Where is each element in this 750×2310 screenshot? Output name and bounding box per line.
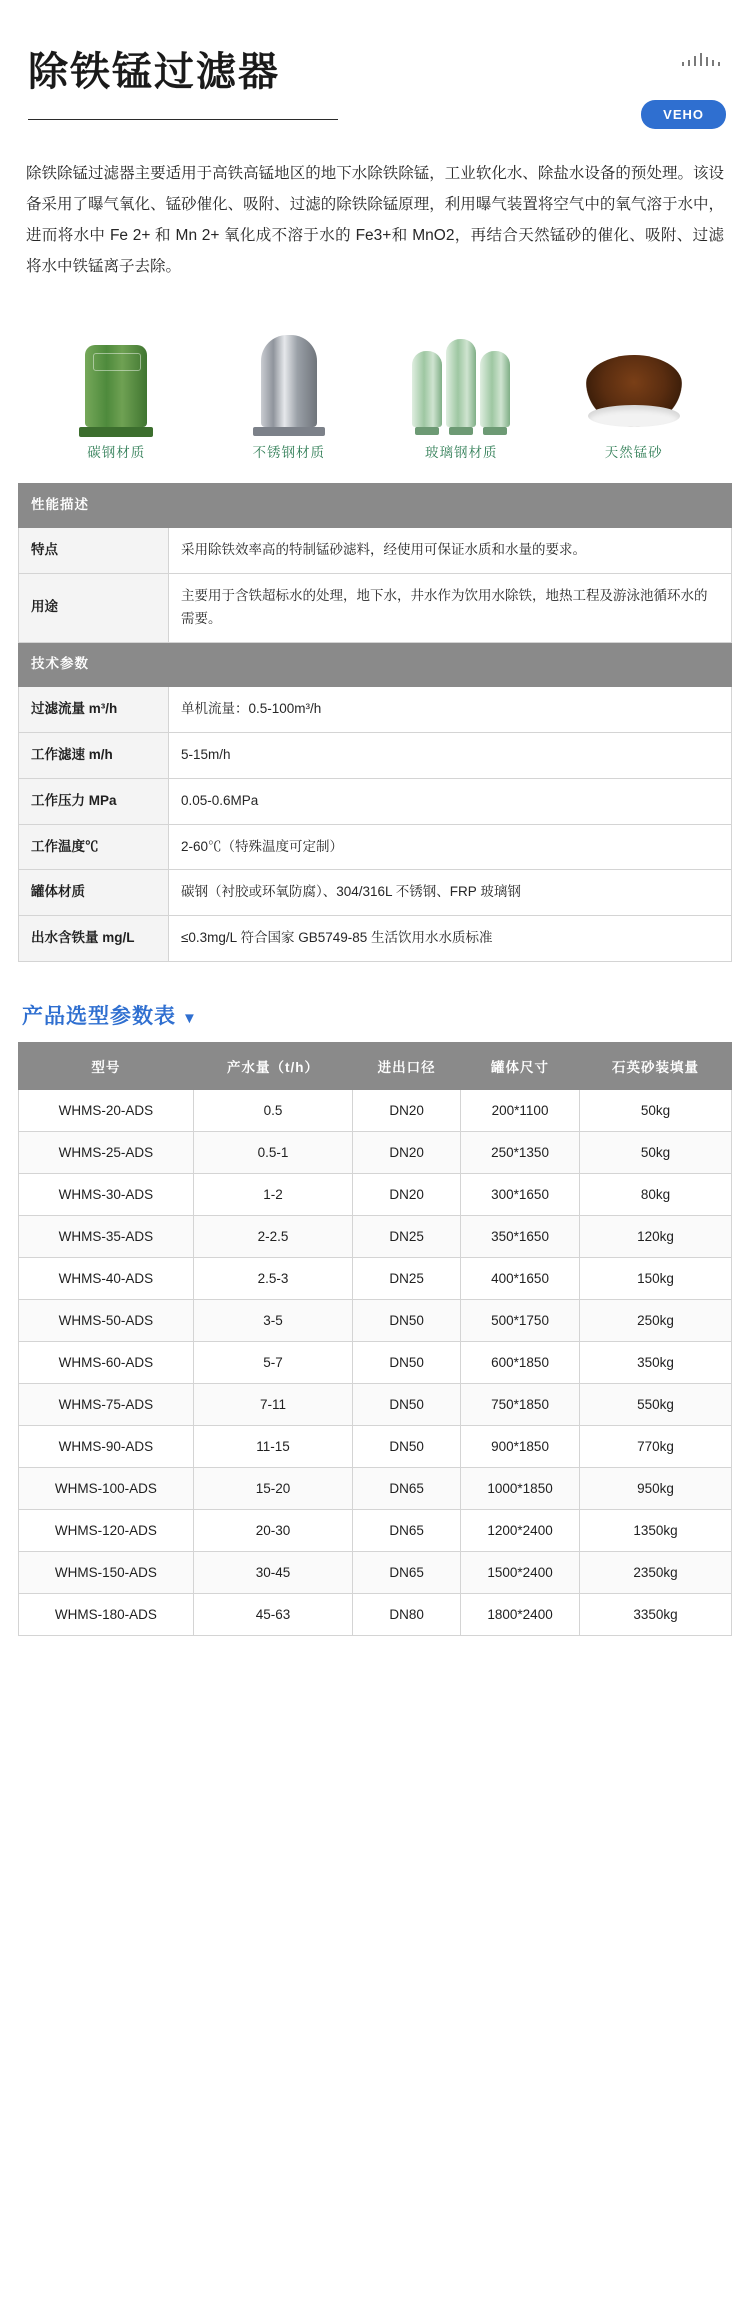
table-row bbox=[19, 686, 732, 732]
cell-sand-fill: 350kg bbox=[580, 1342, 732, 1384]
cell-tank-size: 300*1650 bbox=[461, 1174, 580, 1216]
row-key: 工作压力 MPa bbox=[19, 778, 169, 824]
row-key: 特点 bbox=[19, 527, 169, 573]
cell-capacity: 7-11 bbox=[193, 1384, 353, 1426]
table-row bbox=[19, 1552, 732, 1594]
manganese-sand-image bbox=[579, 327, 689, 427]
performance-section-label: 性能描述 bbox=[19, 484, 732, 528]
row-value: 0.05-0.6MPa bbox=[169, 778, 732, 824]
cell-sand-fill: 1350kg bbox=[580, 1510, 732, 1552]
cell-capacity: 11-15 bbox=[193, 1426, 353, 1468]
cell-model: WHMS-75-ADS bbox=[19, 1384, 194, 1426]
dash-decoration-icon bbox=[682, 52, 720, 66]
cell-port-size: DN25 bbox=[353, 1216, 461, 1258]
cell-tank-size: 1800*2400 bbox=[461, 1594, 580, 1636]
performance-table bbox=[18, 483, 732, 962]
page-title: 除铁锰过滤器 bbox=[28, 50, 280, 94]
cell-sand-fill: 550kg bbox=[580, 1384, 732, 1426]
carbon-steel-vessel-image bbox=[61, 327, 171, 427]
table-row bbox=[19, 1216, 732, 1258]
cell-port-size: DN65 bbox=[353, 1552, 461, 1594]
row-key: 罐体材质 bbox=[19, 870, 169, 916]
table-row bbox=[19, 870, 732, 916]
cell-tank-size: 250*1350 bbox=[461, 1132, 580, 1174]
selection-table-wrap bbox=[0, 1042, 750, 1676]
cell-capacity: 0.5 bbox=[193, 1090, 353, 1132]
cell-sand-fill: 770kg bbox=[580, 1426, 732, 1468]
table-row bbox=[19, 916, 732, 962]
cell-port-size: DN50 bbox=[353, 1300, 461, 1342]
cell-sand-fill: 50kg bbox=[580, 1090, 732, 1132]
thumb-caption: 不锈钢材质 bbox=[252, 445, 325, 460]
row-key: 过滤流量 m³/h bbox=[19, 686, 169, 732]
row-value: 采用除铁效率高的特制锰砂滤料，经使用可保证水质和水量的要求。 bbox=[169, 527, 732, 573]
column-header-tank-size: 罐体尺寸 bbox=[461, 1043, 580, 1090]
frp-vessel-image bbox=[406, 327, 516, 427]
row-value: 主要用于含铁超标水的处理，地下水，井水作为饮用水除铁，地热工程及游泳池循环水的需要。 bbox=[169, 573, 732, 642]
table-row bbox=[19, 1132, 732, 1174]
cell-sand-fill: 950kg bbox=[580, 1468, 732, 1510]
selection-table bbox=[18, 1042, 732, 1636]
cell-model: WHMS-40-ADS bbox=[19, 1258, 194, 1300]
cell-sand-fill: 2350kg bbox=[580, 1552, 732, 1594]
cell-port-size: DN50 bbox=[353, 1342, 461, 1384]
cell-capacity: 5-7 bbox=[193, 1342, 353, 1384]
thumb-stainless-steel bbox=[234, 327, 344, 461]
table-row bbox=[19, 527, 732, 573]
row-key: 用途 bbox=[19, 573, 169, 642]
table-row bbox=[19, 1426, 732, 1468]
intro-paragraph: 除铁除锰过滤器主要适用于高铁高锰地区的地下水除铁除锰，工业软化水、除盐水设备的预处理。该设备采用了曝气氧化、锰砂催化、吸附、过滤的除铁除锰原理，利用曝气装置将空气中的氧气溶于水中，进而将水中 Fe 2+ 和 Mn 2+ 氧化成不溶于水的 Fe3+和 MnO2，再结合天然锰砂的催化、吸附、过滤将水中铁锰离子去除。 bbox=[26, 164, 724, 275]
technical-section-label: 技术参数 bbox=[19, 642, 732, 686]
cell-tank-size: 600*1850 bbox=[461, 1342, 580, 1384]
cell-tank-size: 750*1850 bbox=[461, 1384, 580, 1426]
cell-capacity: 2-2.5 bbox=[193, 1216, 353, 1258]
cell-port-size: DN50 bbox=[353, 1384, 461, 1426]
table-row bbox=[19, 1300, 732, 1342]
cell-port-size: DN65 bbox=[353, 1510, 461, 1552]
cell-tank-size: 350*1650 bbox=[461, 1216, 580, 1258]
cell-sand-fill: 3350kg bbox=[580, 1594, 732, 1636]
cell-sand-fill: 250kg bbox=[580, 1300, 732, 1342]
row-value: 5-15m/h bbox=[169, 732, 732, 778]
cell-tank-size: 900*1850 bbox=[461, 1426, 580, 1468]
cell-port-size: DN20 bbox=[353, 1174, 461, 1216]
table-row bbox=[19, 1342, 732, 1384]
product-thumbnail-row bbox=[0, 303, 750, 465]
cell-capacity: 45-63 bbox=[193, 1594, 353, 1636]
cell-model: WHMS-100-ADS bbox=[19, 1468, 194, 1510]
thumb-frp bbox=[406, 327, 516, 461]
row-value: 2-60℃（特殊温度可定制） bbox=[169, 824, 732, 870]
cell-port-size: DN80 bbox=[353, 1594, 461, 1636]
selection-table-header-row bbox=[19, 1043, 732, 1090]
table-row bbox=[19, 573, 732, 642]
cell-port-size: DN25 bbox=[353, 1258, 461, 1300]
table-row bbox=[19, 1594, 732, 1636]
cell-tank-size: 500*1750 bbox=[461, 1300, 580, 1342]
row-key: 工作温度℃ bbox=[19, 824, 169, 870]
cell-model: WHMS-20-ADS bbox=[19, 1090, 194, 1132]
column-header-port-size: 进出口径 bbox=[353, 1043, 461, 1090]
cell-sand-fill: 120kg bbox=[580, 1216, 732, 1258]
chevron-down-icon: ▼ bbox=[182, 1010, 198, 1028]
specification-section bbox=[0, 465, 750, 970]
row-value: 碳钢（衬胶或环氧防腐）、304/316L 不锈钢、FRP 玻璃钢 bbox=[169, 870, 732, 916]
row-key: 出水含铁量 mg/L bbox=[19, 916, 169, 962]
stainless-steel-vessel-image bbox=[234, 327, 344, 427]
cell-capacity: 1-2 bbox=[193, 1174, 353, 1216]
brand-badge: VEHO bbox=[641, 100, 726, 129]
cell-capacity: 20-30 bbox=[193, 1510, 353, 1552]
cell-model: WHMS-25-ADS bbox=[19, 1132, 194, 1174]
row-value: ≤0.3mg/L 符合国家 GB5749-85 生活饮用水水质标准 bbox=[169, 916, 732, 962]
page-header bbox=[0, 0, 750, 120]
cell-capacity: 0.5-1 bbox=[193, 1132, 353, 1174]
row-key: 工作滤速 m/h bbox=[19, 732, 169, 778]
table-row bbox=[19, 1258, 732, 1300]
selection-table-body bbox=[19, 1090, 732, 1636]
cell-port-size: DN50 bbox=[353, 1426, 461, 1468]
cell-model: WHMS-60-ADS bbox=[19, 1342, 194, 1384]
cell-model: WHMS-180-ADS bbox=[19, 1594, 194, 1636]
column-header-sand-fill: 石英砂装填量 bbox=[580, 1043, 732, 1090]
table-row bbox=[19, 1510, 732, 1552]
table-row bbox=[19, 1384, 732, 1426]
cell-tank-size: 1200*2400 bbox=[461, 1510, 580, 1552]
cell-model: WHMS-150-ADS bbox=[19, 1552, 194, 1594]
cell-sand-fill: 80kg bbox=[580, 1174, 732, 1216]
performance-section-header bbox=[19, 484, 732, 528]
table-row bbox=[19, 778, 732, 824]
cell-model: WHMS-30-ADS bbox=[19, 1174, 194, 1216]
cell-sand-fill: 150kg bbox=[580, 1258, 732, 1300]
column-header-model: 型号 bbox=[19, 1043, 194, 1090]
column-header-capacity: 产水量（t/h） bbox=[193, 1043, 353, 1090]
cell-capacity: 2.5-3 bbox=[193, 1258, 353, 1300]
table-row bbox=[19, 1090, 732, 1132]
cell-model: WHMS-50-ADS bbox=[19, 1300, 194, 1342]
selection-section-title bbox=[0, 970, 750, 1042]
cell-port-size: DN65 bbox=[353, 1468, 461, 1510]
thumb-caption: 碳钢材质 bbox=[87, 445, 146, 460]
thumb-caption: 玻璃钢材质 bbox=[425, 445, 498, 460]
cell-model: WHMS-120-ADS bbox=[19, 1510, 194, 1552]
cell-capacity: 15-20 bbox=[193, 1468, 353, 1510]
cell-sand-fill: 50kg bbox=[580, 1132, 732, 1174]
cell-capacity: 3-5 bbox=[193, 1300, 353, 1342]
title-divider bbox=[28, 119, 338, 120]
cell-tank-size: 1000*1850 bbox=[461, 1468, 580, 1510]
thumb-caption: 天然锰砂 bbox=[604, 445, 663, 460]
table-row bbox=[19, 732, 732, 778]
table-row bbox=[19, 824, 732, 870]
cell-port-size: DN20 bbox=[353, 1090, 461, 1132]
cell-tank-size: 200*1100 bbox=[461, 1090, 580, 1132]
thumb-manganese-sand bbox=[579, 327, 689, 461]
table-row bbox=[19, 1174, 732, 1216]
cell-port-size: DN20 bbox=[353, 1132, 461, 1174]
table-row bbox=[19, 1468, 732, 1510]
cell-tank-size: 1500*2400 bbox=[461, 1552, 580, 1594]
thumb-carbon-steel bbox=[61, 327, 171, 461]
cell-tank-size: 400*1650 bbox=[461, 1258, 580, 1300]
selection-title-text: 产品选型参数表 bbox=[22, 1005, 176, 1029]
technical-section-header bbox=[19, 642, 732, 686]
cell-model: WHMS-90-ADS bbox=[19, 1426, 194, 1468]
cell-capacity: 30-45 bbox=[193, 1552, 353, 1594]
cell-model: WHMS-35-ADS bbox=[19, 1216, 194, 1258]
row-value: 单机流量：0.5-100m³/h bbox=[169, 686, 732, 732]
